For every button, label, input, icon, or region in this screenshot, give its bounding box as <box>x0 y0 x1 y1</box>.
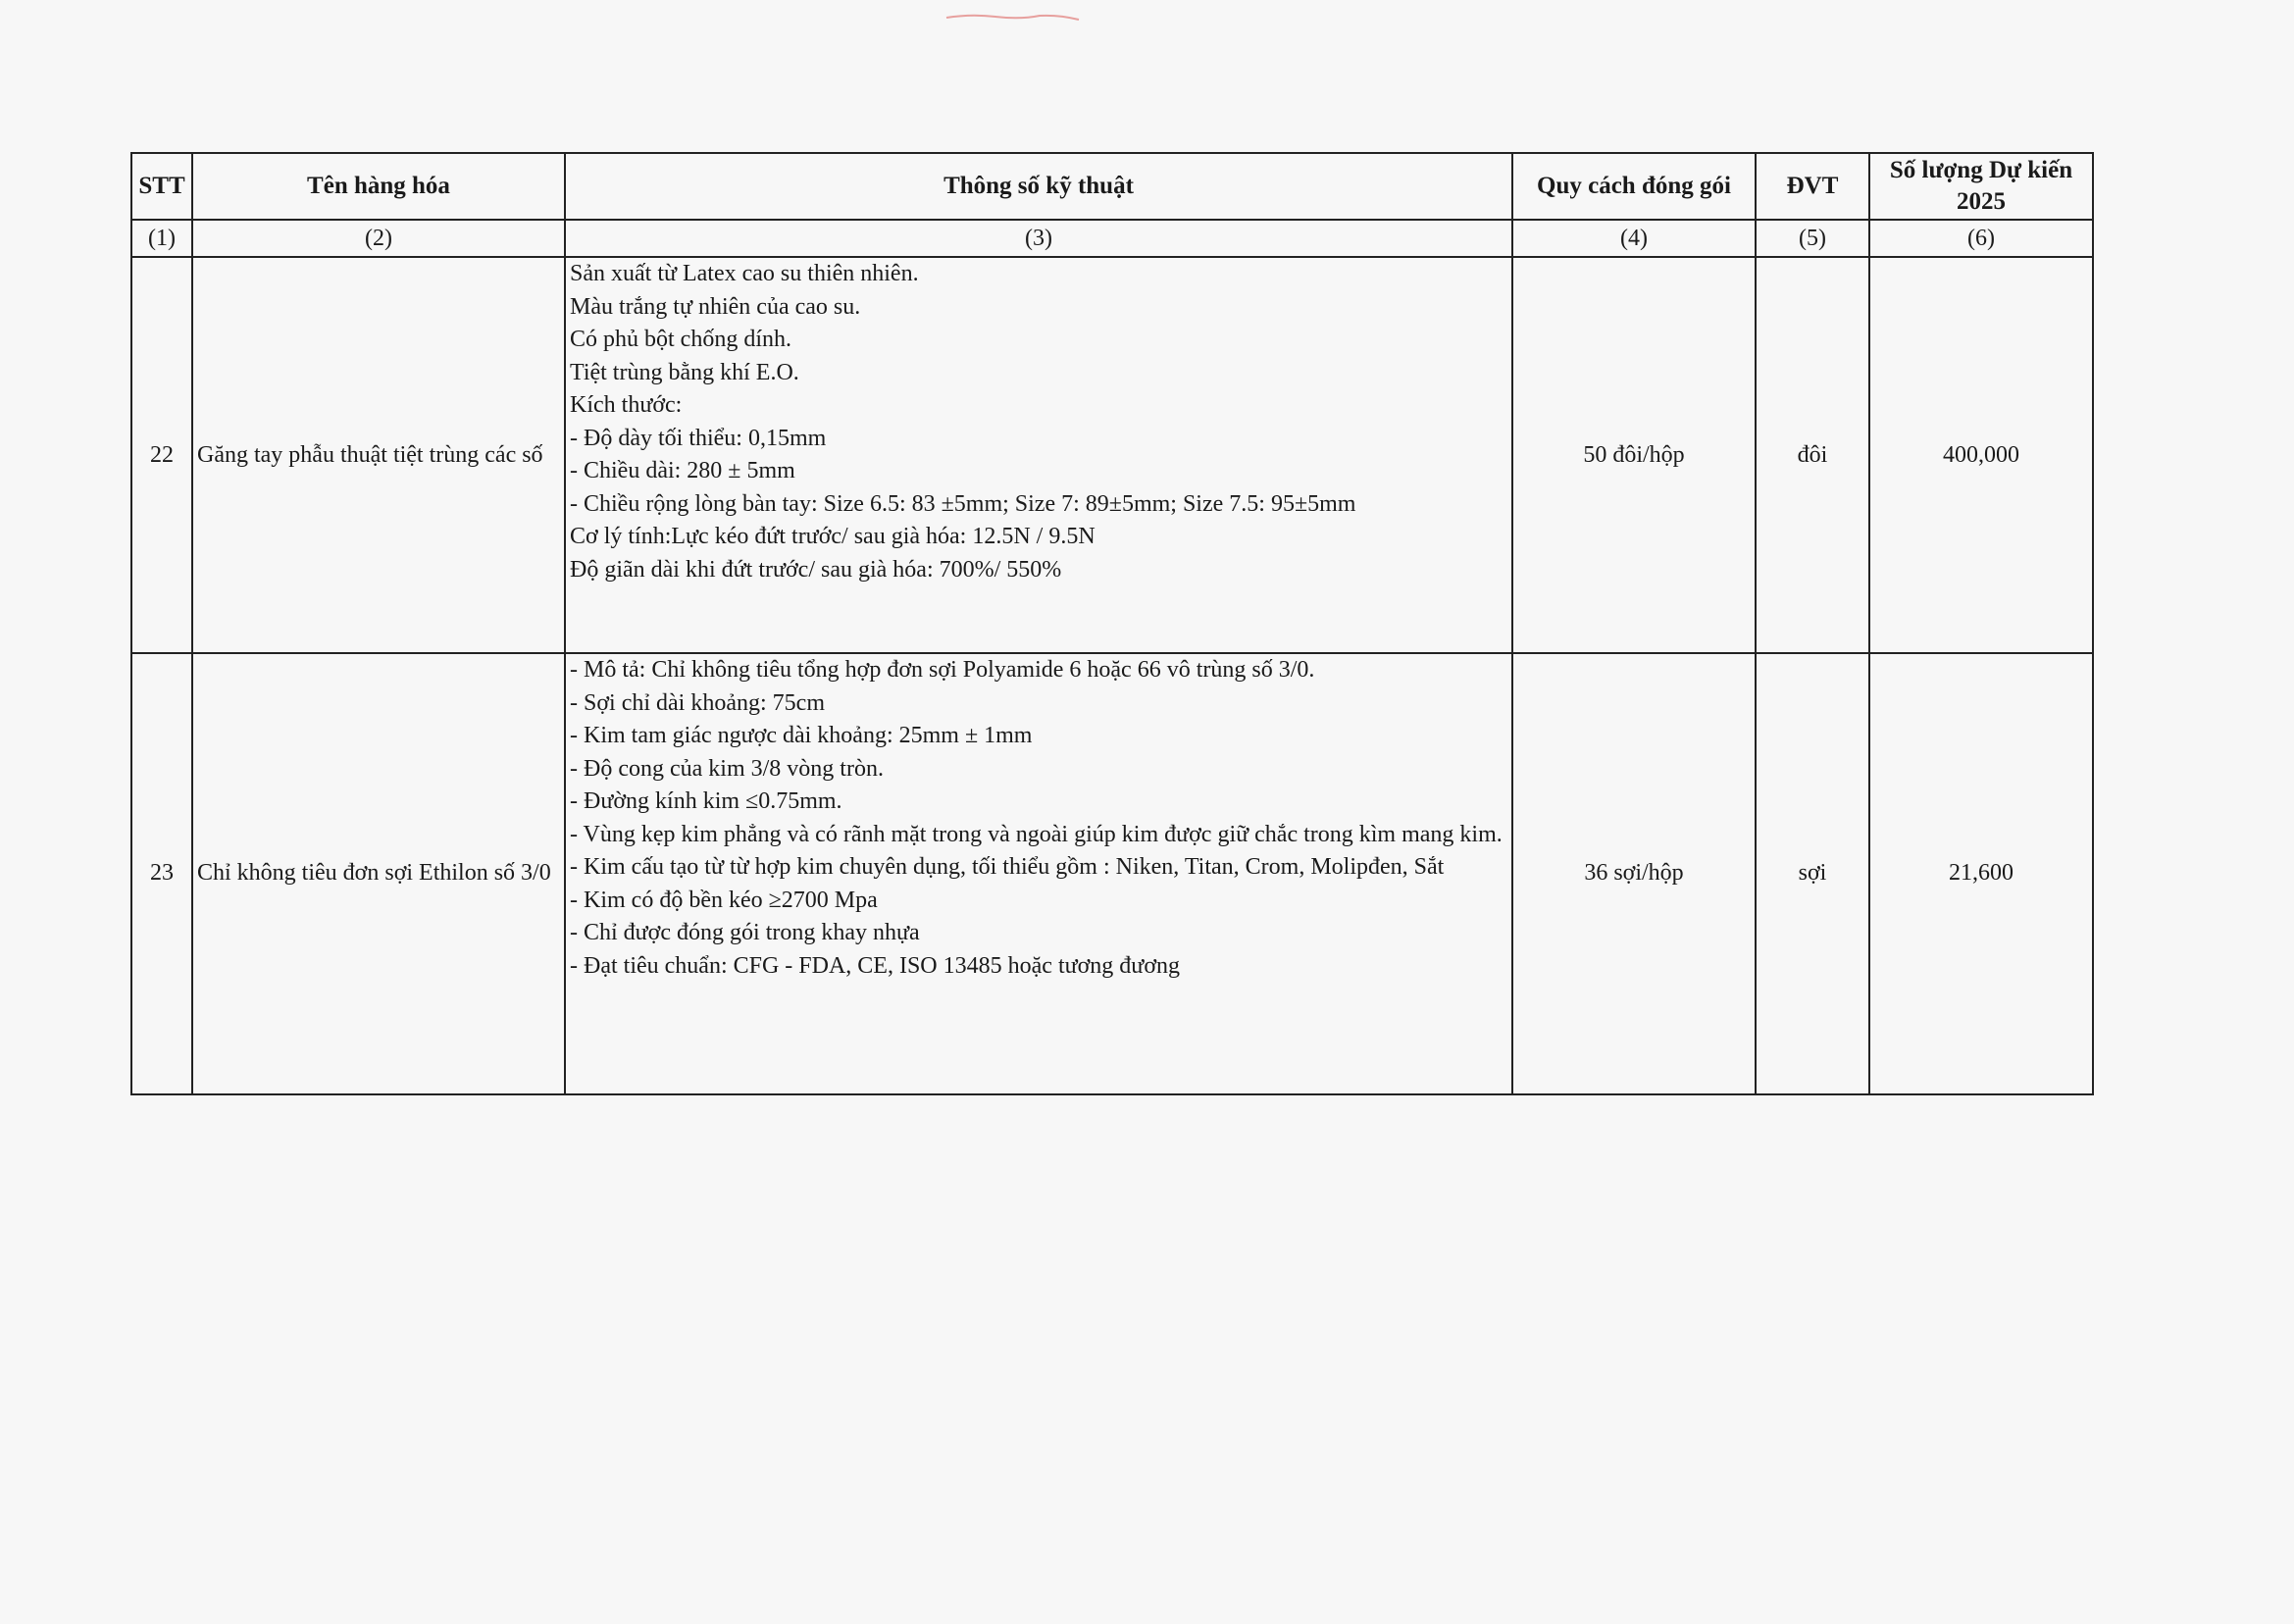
column-number: (2) <box>192 220 565 257</box>
spec-line: - Kim cấu tạo từ từ hợp kim chuyên dụng, tối thiểu gồm : Niken, Titan, Crom, Molipđen, Sắt <box>570 854 1445 881</box>
column-number: (6) <box>1869 220 2093 257</box>
row-quantity: 21,600 <box>1869 653 2093 1094</box>
spec-line: - Đạt tiêu chuẩn: CFG - FDA, CE, ISO 13485 hoặc tương đương <box>570 952 1181 979</box>
row-specification <box>565 257 1512 653</box>
header-specification: Thông số kỹ thuật <box>565 153 1512 220</box>
row-quantity: 400,000 <box>1869 257 2093 653</box>
spec-line: Có phủ bột chống dính. <box>570 327 791 353</box>
spec-line: Độ giãn dài khi đứt trước/ sau già hóa: 700%/ 550% <box>570 556 1062 583</box>
spec-line: Tiệt trùng bằng khí E.O. <box>570 359 799 385</box>
row-packing: 50 đôi/hộp <box>1512 257 1756 653</box>
column-number: (3) <box>565 220 1512 257</box>
table-row <box>131 653 2093 1094</box>
spec-line: - Kim tam giác ngược dài khoảng: 25mm ± 1mm <box>570 723 1033 749</box>
header-unit: ĐVT <box>1756 153 1869 220</box>
row-unit: sợi <box>1756 653 1869 1094</box>
spec-line: - Sợi chỉ dài khoảng: 75cm <box>570 689 825 716</box>
spec-line: - Chiều rộng lòng bàn tay: Size 6.5: 83 ±5mm; Size 7: 89±5mm; Size 7.5: 95±5mm <box>570 490 1356 517</box>
row-stt: 23 <box>131 653 192 1094</box>
row-item-name: Chỉ không tiêu đơn sợi Ethilon số 3/0 <box>192 653 565 1094</box>
spec-line: - Đường kính kim ≤0.75mm. <box>570 788 842 815</box>
table-row <box>131 257 2093 653</box>
spec-line: - Độ dày tối thiểu: 0,15mm <box>570 425 827 451</box>
header-row <box>131 153 2093 220</box>
red-stamp-fragment <box>942 10 1089 24</box>
spec-line: - Chỉ được đóng gói trong khay nhựa <box>570 920 920 946</box>
column-number: (1) <box>131 220 192 257</box>
header-stt: STT <box>131 153 192 220</box>
row-stt: 22 <box>131 257 192 653</box>
spec-line: - Chiều dài: 280 ± 5mm <box>570 458 795 484</box>
spec-line: Cơ lý tính:Lực kéo đứt trước/ sau già hóa: 12.5N / 9.5N <box>570 524 1096 550</box>
column-number: (5) <box>1756 220 1869 257</box>
header-quantity: Số lượng Dự kiến 2025 <box>1869 153 2093 220</box>
row-packing: 36 sợi/hộp <box>1512 653 1756 1094</box>
specification-table <box>130 152 2094 1095</box>
header-item-name: Tên hàng hóa <box>192 153 565 220</box>
row-unit: đôi <box>1756 257 1869 653</box>
header-packing: Quy cách đóng gói <box>1512 153 1756 220</box>
row-specification <box>565 653 1512 1094</box>
spec-line: - Vùng kẹp kim phẳng và có rãnh mặt trong và ngoài giúp kim được giữ chắc trong kìm mang kim. <box>570 821 1503 847</box>
row-item-name: Găng tay phẫu thuật tiệt trùng các số <box>192 257 565 653</box>
column-number-row <box>131 220 2093 257</box>
spec-line: - Mô tả: Chỉ không tiêu tổng hợp đơn sợi Polyamide 6 hoặc 66 vô trùng số 3/0. <box>570 657 1315 684</box>
spec-line: Kích thước: <box>570 392 683 419</box>
spec-line: - Kim có độ bền kéo ≥2700 Mpa <box>570 887 878 913</box>
spec-line: - Độ cong của kim 3/8 vòng tròn. <box>570 755 884 782</box>
spec-line: Sản xuất từ Latex cao su thiên nhiên. <box>570 261 919 287</box>
column-number: (4) <box>1512 220 1756 257</box>
spec-line: Màu trắng tự nhiên của cao su. <box>570 293 861 320</box>
